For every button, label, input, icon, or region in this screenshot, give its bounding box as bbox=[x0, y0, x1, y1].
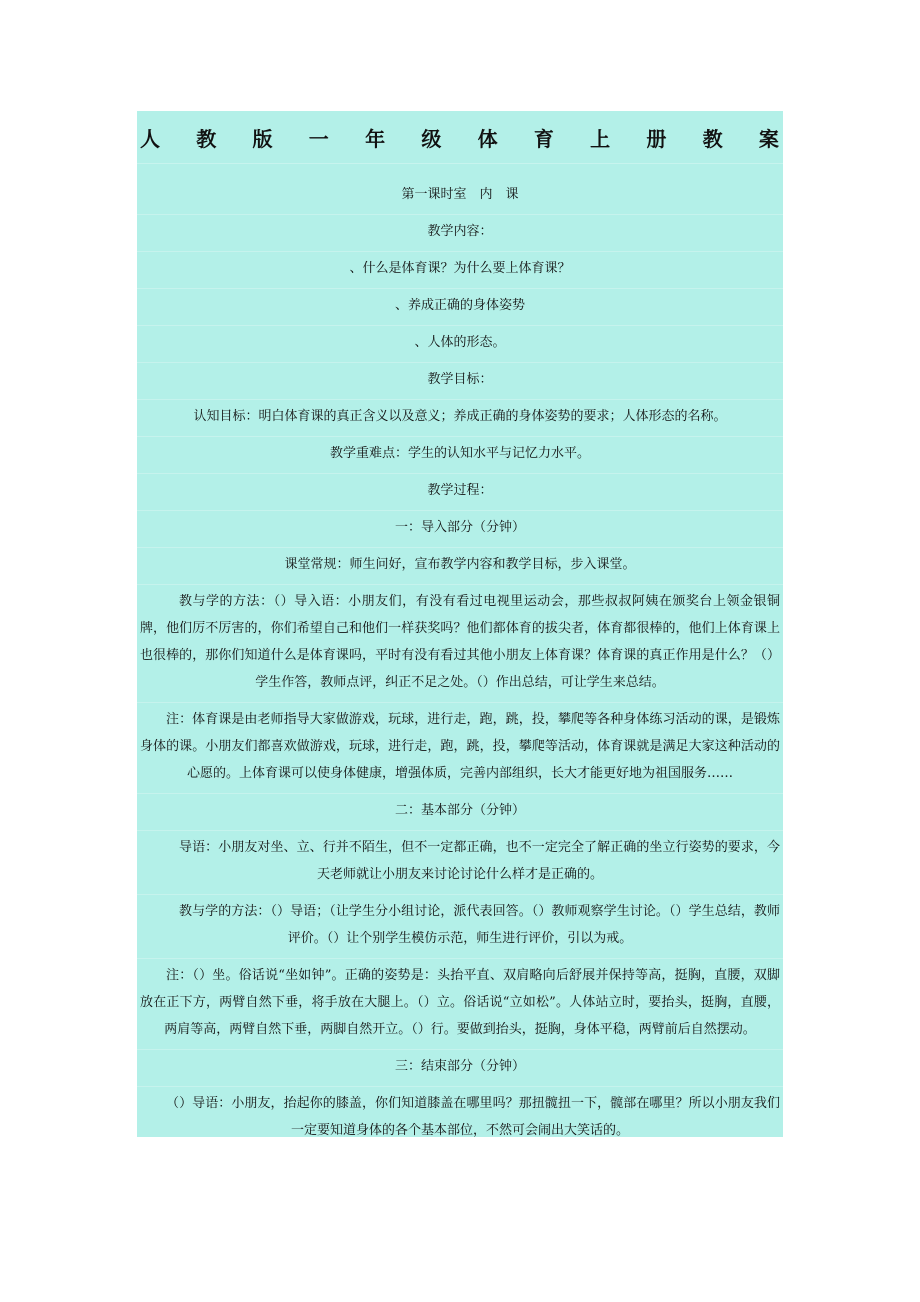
part1-method-paragraph: 教与学的方法：（）导入语：小朋友们，有没有看过电视里运动会，那些叔叔阿姨在颁奖台上领金银铜牌，他们厉不厉害的，你们希望自己和他们一样获奖吗？他们都体育的拔尖者，体育都很棒的，他们上体育课上也很棒的，那你们知道什么是体育课吗，平时有没有看过其他小朋友上体育课？体育课的真正作用是什么？（）学生作答，教师点评，纠正不足之处。（）作出总结，可让学生来总结。 bbox=[137, 585, 783, 703]
difficulty-text: 教学重难点：学生的认知水平与记忆力水平。 bbox=[137, 437, 783, 474]
part1-heading: 一：导入部分（分钟） bbox=[137, 511, 783, 548]
goal-heading: 教学目标： bbox=[137, 363, 783, 400]
content-item: 、人体的形态。 bbox=[137, 326, 783, 363]
part3-intro-paragraph: （）导语：小朋友，抬起你的膝盖，你们知道膝盖在哪里吗？那扭髋扭一下，髋部在哪里？所以小朋友我们一定要知道身体的各个基本部位，不然可会闹出大笑话的。 bbox=[166, 1096, 780, 1138]
title-char: 册 bbox=[646, 126, 667, 151]
content-heading: 教学内容： bbox=[137, 215, 783, 252]
part2-heading: 二：基本部分（分钟） bbox=[137, 794, 783, 831]
title-char: 人 bbox=[140, 126, 160, 151]
routine-text: 课堂常规：师生问好，宣布教学内容和教学目标，步入课堂。 bbox=[137, 548, 783, 585]
title-char: 教 bbox=[196, 126, 217, 151]
title-char: 一 bbox=[308, 126, 329, 151]
title-char: 案 bbox=[758, 126, 779, 151]
document-body bbox=[137, 164, 783, 1150]
lesson-heading: 第一课时室 内 课 bbox=[137, 178, 783, 215]
title-char: 体 bbox=[477, 126, 498, 151]
part3-heading: 三：结束部分（分钟） bbox=[137, 1050, 783, 1087]
title-char: 上 bbox=[590, 126, 611, 151]
title-char: 教 bbox=[702, 126, 723, 151]
title-char: 年 bbox=[365, 126, 386, 151]
process-heading: 教学过程： bbox=[137, 474, 783, 511]
document-title bbox=[137, 111, 783, 164]
content-item: 、养成正确的身体姿势 bbox=[137, 289, 783, 326]
title-char: 育 bbox=[533, 126, 554, 151]
part2-note-paragraph: 注：（）坐。俗话说“坐如钟”。正确的姿势是：头抬平直、双肩略向后舒展并保持等高，挺胸，直腰，双脚放在正下方，两臂自然下垂，将手放在大腿上。（）立。俗话说“立如松”。人体站立时，要抬头，挺胸，直腰，两肩等高，两臂自然下垂，两脚自然开立。（）行。要做到抬头，挺胸，身体平稳，两臂前后自然摆动。 bbox=[137, 959, 783, 1050]
title-char: 版 bbox=[252, 126, 273, 151]
goal-text: 认知目标：明白体育课的真正含义以及意义；养成正确的身体姿势的要求；人体形态的名称。 bbox=[137, 400, 783, 437]
content-item: 、什么是体育课？为什么要上体育课？ bbox=[137, 252, 783, 289]
part2-intro-paragraph: 导语：小朋友对坐、立、行并不陌生，但不一定都正确，也不一定完全了解正确的坐立行姿势的要求，今天老师就让小朋友来讨论讨论什么样才是正确的。 bbox=[137, 831, 783, 895]
part2-method-paragraph: 教与学的方法：（）导语；（让学生分小组讨论，派代表回答。（）教师观察学生讨论。（）学生总结，教师评价。（）让个别学生模仿示范，师生进行评价，引以为戒。 bbox=[137, 895, 783, 959]
document-page bbox=[137, 111, 783, 1137]
title-char: 级 bbox=[421, 126, 442, 151]
part1-note-paragraph: 注：体育课是由老师指导大家做游戏，玩球，进行走，跑，跳，投，攀爬等各种身体练习活动的课，是锻炼身体的课。小朋友们都喜欢做游戏，玩球，进行走，跑，跳，投，攀爬等活动，体育课就是满足大家这种活动的心愿的。上体育课可以使身体健康，增强体质，完善内部组织，长大才能更好地为祖国服务…… bbox=[137, 703, 783, 794]
